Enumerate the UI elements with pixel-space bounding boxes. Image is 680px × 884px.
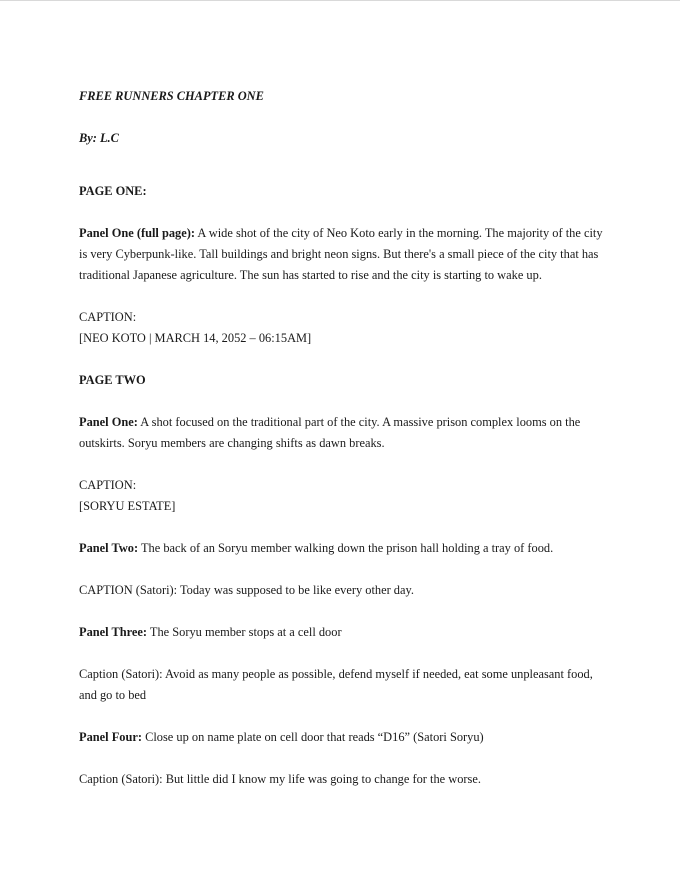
caption-label: CAPTION:: [79, 478, 137, 492]
page-two-panel-two: [79, 538, 604, 559]
panel-description: The Soryu member stops at a cell door: [147, 625, 342, 639]
page-one-panel-one: [79, 223, 604, 286]
panel-description: A wide shot of the city of Neo Koto early in the morning. The majority of the city is very Cyberpunk-like. Tall buildings and bright neon signs. But there's a small piece of the city that has traditional Japanese agriculture. The sun has started to rise and the city is starting to wake up.: [79, 226, 603, 282]
panel-label: Panel Three:: [79, 625, 148, 639]
caption-label: CAPTION:: [79, 310, 137, 324]
document-page: [79, 86, 604, 790]
page-one-heading: PAGE ONE:: [79, 184, 147, 198]
page-two-heading: PAGE TWO: [79, 373, 146, 387]
document-title: FREE RUNNERS CHAPTER ONE: [79, 89, 264, 103]
panel-description: Close up on name plate on cell door that reads “D16” (Satori Soryu): [141, 730, 484, 744]
panel-description: A shot focused on the traditional part of the city. A massive prison complex looms on the outskirts. Soryu members are changing shifts as dawn breaks.: [79, 415, 581, 450]
page-two-panel-one: [79, 412, 604, 454]
satori-caption: CAPTION (Satori): Today was supposed to be like every other day.: [79, 583, 414, 597]
satori-caption: Caption (Satori): But little did I know my life was going to change for the worse.: [79, 772, 481, 786]
page-top-border: [0, 0, 680, 1]
caption-text: [SORYU ESTATE]: [79, 499, 176, 513]
panel-description: The back of an Soryu member walking down the prison hall holding a tray of food.: [138, 541, 554, 555]
panel-label: Panel Four:: [79, 730, 142, 744]
author-byline: By: L.C: [79, 131, 119, 145]
caption-text: [NEO KOTO | MARCH 14, 2052 – 06:15AM]: [79, 331, 312, 345]
panel-label: Panel One:: [79, 415, 138, 429]
page-two-panel-four: [79, 727, 604, 748]
panel-label: Panel Two:: [79, 541, 139, 555]
panel-label: Panel One (full page):: [79, 226, 195, 240]
satori-caption: Caption (Satori): Avoid as many people as possible, defend myself if needed, eat some unpleasant food, and go to bed: [79, 667, 593, 702]
page-two-panel-three: [79, 622, 604, 643]
